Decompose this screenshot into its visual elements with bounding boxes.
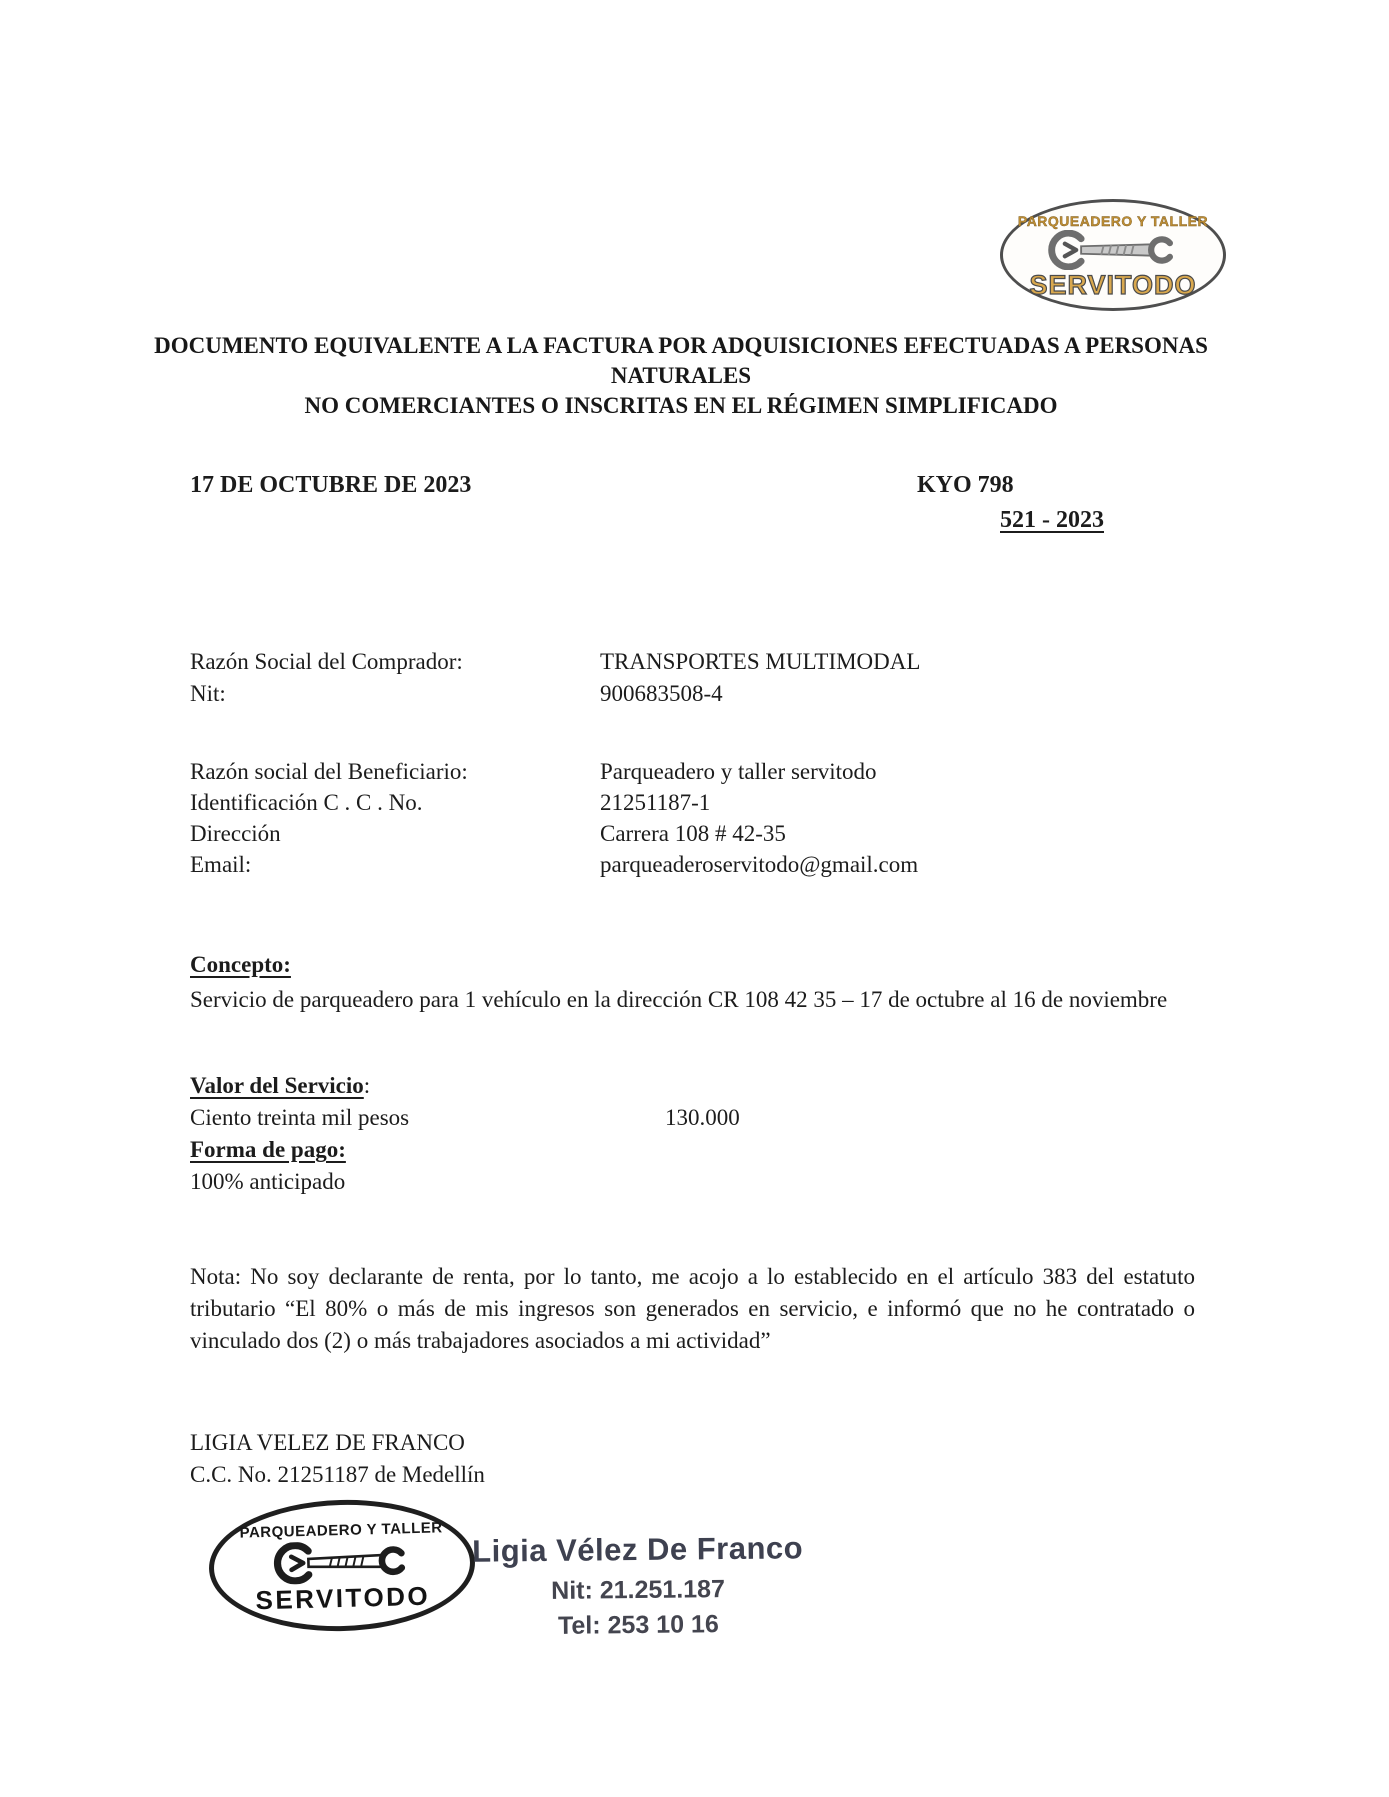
beneficiary-email-row bbox=[190, 849, 918, 880]
buyer-nit-label: Nit: bbox=[190, 681, 226, 706]
document-title-line2: NO COMERCIANTES O INSCRITAS EN EL RÉGIMEN SIMPLIFICADO bbox=[304, 393, 1058, 418]
logo-top-text: PARQUEADERO Y TALLER bbox=[1017, 213, 1209, 229]
beneficiary-address-value: Carrera 108 # 42-35 bbox=[600, 821, 786, 846]
service-value-heading: Valor del Servicio bbox=[190, 1073, 364, 1098]
amount-row bbox=[190, 1102, 990, 1134]
beneficiary-name-row bbox=[190, 756, 918, 787]
payment-method-value: 100% anticipado bbox=[190, 1169, 346, 1194]
beneficiary-name-value: Parqueadero y taller servitodo bbox=[600, 759, 877, 784]
beneficiary-email-value: parqueaderoservitodo@gmail.com bbox=[600, 852, 919, 877]
service-value-section bbox=[190, 1070, 990, 1198]
concept-body: Servicio de parqueadero para 1 vehículo en la dirección CR 108 42 35 – 17 de octubre al 16 de noviembre bbox=[190, 987, 1168, 1012]
beneficiary-id-label: Identificación C . C . No. bbox=[190, 790, 423, 815]
buyer-section bbox=[190, 646, 920, 710]
beneficiary-email-label: Email: bbox=[190, 852, 252, 877]
buyer-nit-value: 900683508-4 bbox=[600, 681, 723, 706]
service-value-heading-row bbox=[190, 1070, 990, 1102]
buyer-nit-row bbox=[190, 678, 920, 710]
stamp-wordmark: SERVITODO bbox=[255, 1580, 431, 1616]
beneficiary-section bbox=[190, 756, 918, 880]
company-logo bbox=[1000, 199, 1226, 311]
signature-block bbox=[190, 1427, 485, 1491]
document-number: 521 - 2023 bbox=[1000, 507, 1104, 533]
tax-note: Nota: No soy declarante de renta, por lo tanto, me acojo a lo establecido en el artículo 383 del estatuto tributario “El 80% o más de mis ingresos son generados en servicio, e informó que no he contratado o vinculado dos (2) o más trabajadores asociados a mi actividad” bbox=[190, 1264, 1195, 1353]
wrench-icon bbox=[1029, 230, 1197, 270]
payment-method-heading: Forma de pago: bbox=[190, 1137, 346, 1162]
beneficiary-id-value: 21251187-1 bbox=[600, 790, 711, 815]
signer-id: C.C. No. 21251187 de Medellín bbox=[190, 1462, 485, 1487]
service-value-heading-colon: : bbox=[363, 1073, 371, 1098]
logo-wordmark: SERVITODO bbox=[1029, 270, 1197, 300]
beneficiary-id-row bbox=[190, 787, 918, 818]
document-title bbox=[86, 331, 1276, 421]
buyer-name-label: Razón Social del Comprador: bbox=[190, 649, 463, 674]
amount-in-words: Ciento treinta mil pesos bbox=[190, 1105, 410, 1130]
document-title-line1: DOCUMENTO EQUIVALENTE A LA FACTURA POR ADQUISICIONES EFECTUADAS A PERSONAS NATURALES bbox=[154, 333, 1208, 388]
stamp-signature-text bbox=[467, 1531, 808, 1641]
stamp-top-text: PARQUEADERO Y TALLER bbox=[239, 1519, 443, 1542]
beneficiary-address-row bbox=[190, 818, 918, 849]
beneficiary-name-label: Razón social del Beneficiario: bbox=[190, 759, 468, 784]
stamp-signer-name: Ligia Vélez De Franco bbox=[471, 1530, 804, 1569]
concept-heading: Concepto: bbox=[190, 952, 291, 977]
document-date: 17 DE OCTUBRE DE 2023 bbox=[190, 472, 472, 498]
stamp-tel: Tel: 253 10 16 bbox=[557, 1610, 719, 1640]
amount-number: 130.000 bbox=[665, 1105, 740, 1130]
buyer-name-value: TRANSPORTES MULTIMODAL bbox=[600, 649, 921, 674]
stamp-nit: Nit: 21.251.187 bbox=[551, 1575, 726, 1605]
buyer-name-row bbox=[190, 646, 920, 678]
stamp-wrench-icon bbox=[261, 1539, 422, 1585]
vehicle-plate: KYO 798 bbox=[917, 472, 1014, 498]
signer-name: LIGIA VELEZ DE FRANCO bbox=[190, 1430, 465, 1455]
company-stamp bbox=[207, 1497, 476, 1635]
beneficiary-address-label: Dirección bbox=[190, 821, 281, 846]
